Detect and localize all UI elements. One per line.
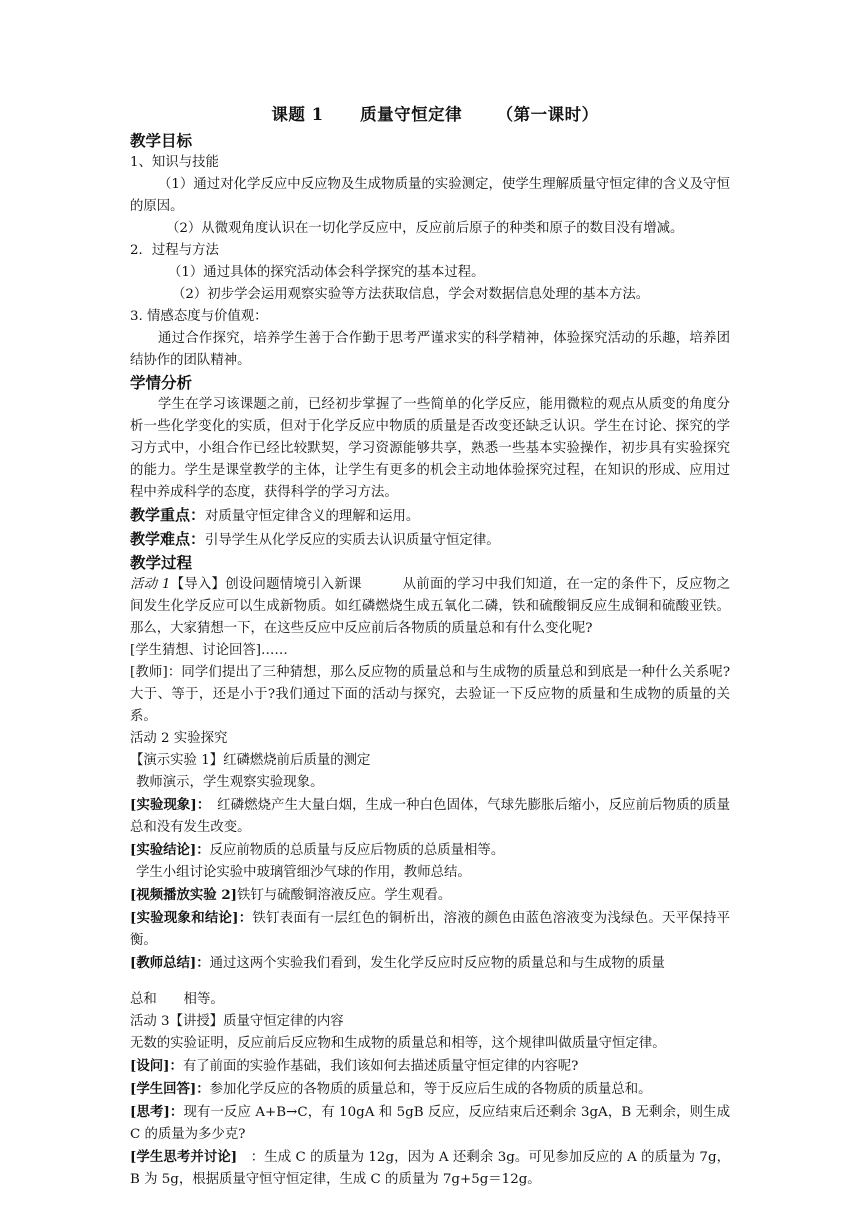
analysis-text: 学生在学习该课题之前，已经初步掌握了一些简单的化学反应，能用微粒的观点从质变的角度分析一些化学变化的实质，但对于化学反应中物质的质量是否改变还缺乏认识。学生在讨论、探究的学习方式中，小组合作已经比较默契，学习资源能够共享，熟悉一些基本实验操作，初步具有实验探究的能力。学生是课堂教学的主体，让学生有更多的机会主动地体验探究过程，在知识的形成、应用过程中养成科学的态度，获得科学的学习方法。 bbox=[130, 397, 730, 500]
key-point bbox=[130, 504, 730, 528]
analysis-heading: 学情分析 bbox=[130, 373, 193, 392]
student-guess: [学生猜想、讨论回答]…… bbox=[130, 643, 288, 658]
title-period: （第一课时） bbox=[496, 105, 599, 124]
goals-k2a: （1）通过具体的探究活动体会科学探究的基本过程。 bbox=[168, 265, 485, 280]
think-text: 现有一反应 A+B→C，有 10gA 和 5gB 反应，反应结束后还剩余 3gA，B 无剩余，则生成 C 的质量为多少克? bbox=[130, 1105, 731, 1142]
conclusion bbox=[130, 839, 730, 862]
teacher-remark: [教师]：同学们提出了三种猜想，那么反应物的质量总和与生成物的质量总和到底是一种什么关系呢?大于、等于，还是小于?我们通过下面的活动与探究，去验证一下反应物的质量和生成物的质量的关系。 bbox=[130, 665, 730, 724]
video-experiment bbox=[130, 884, 730, 907]
key-label: 教学重点： bbox=[130, 506, 206, 524]
title-name: 质量守恒定律 bbox=[360, 105, 463, 124]
conclusion-label: [实验结论]： bbox=[130, 842, 210, 858]
activity-1 bbox=[130, 574, 730, 640]
activity-1-text: 【导入】创设问题情境引入新课 从前面的学习中我们知道，在一定的条件下，反应物之间发生化学反应可以生成新物质。如红磷燃烧生成五氧化二磷，铁和硫酸铜反应生成铜和硫酸亚铁。那么，大家猜想一下，在这些反应中反应前后各物质的质量总和有什么变化呢? bbox=[130, 577, 730, 636]
goals-k1: 1、知识与技能 bbox=[130, 155, 219, 170]
phenomenon bbox=[130, 794, 730, 839]
phenomenon-text: 红磷燃烧产生大量白烟，生成一种白色固体，气球先膨胀后缩小，反应前后物质的质量总和没有发生改变。 bbox=[130, 798, 730, 835]
activity-1-label: 活动 1 bbox=[130, 577, 171, 592]
teacher-summary bbox=[130, 952, 730, 975]
video-text: 铁钉与硫酸铜溶液反应。学生观看。 bbox=[237, 888, 452, 903]
page-title bbox=[140, 100, 730, 130]
phenomenon-conclusion bbox=[130, 907, 730, 952]
summary-tail: 总和 相等。 bbox=[130, 992, 224, 1007]
goals-k1b: （2）从微观角度认识在一切化学反应中，反应前后原子的种类和原子的数目没有增减。 bbox=[166, 221, 684, 236]
video-label: [视频播放实验 2] bbox=[130, 887, 237, 903]
question bbox=[130, 1055, 730, 1078]
question-text: 有了前面的实验作基础，我们该如何去描述质量守恒定律的内容呢? bbox=[182, 1059, 579, 1074]
think bbox=[130, 1101, 730, 1146]
question-label: [设问]： bbox=[130, 1058, 183, 1074]
goals-k2b: （2）初步学会运用观察实验等方法获取信息，学会对数据信息处理的基本方法。 bbox=[172, 287, 650, 302]
goals-heading: 教学目标 bbox=[130, 131, 193, 150]
goals-k1a: （1）通过对化学反应中反应物及生成物质量的实验测定，使学生理解质量守恒定律的含义及守恒的原因。 bbox=[130, 177, 730, 214]
discussion-label: [学生思考并讨论] bbox=[130, 1149, 238, 1165]
student-discussion bbox=[130, 1146, 730, 1191]
activity-3: 活动 3【讲授】质量守恒定律的内容 bbox=[130, 1014, 344, 1029]
answer-label: [学生回答]： bbox=[130, 1081, 210, 1097]
pc-text: 铁钉表面有一层红色的铜析出，溶液的颜色由蓝色溶液变为浅绿色。天平保持平衡。 bbox=[130, 911, 731, 948]
phenomenon-label: [实验现象]： bbox=[130, 797, 204, 813]
title-lesson: 课题 1 bbox=[271, 105, 324, 124]
summary-label: [教师总结]： bbox=[130, 955, 210, 971]
answer-text: 参加化学反应的各物质的质量总和，等于反应后生成的各物质的质量总和。 bbox=[209, 1082, 652, 1097]
demo-1: 【演示实验 1】红磷燃烧前后质量的测定 bbox=[130, 753, 371, 768]
goals-k3a: 通过合作探究，培养学生善于合作勤于思考严谨求实的科学精神，体验探究活动的乐趣，培养团结协作的团队精神。 bbox=[130, 331, 730, 368]
difficulty-text: 引导学生从化学反应的实质去认识质量守恒定律。 bbox=[205, 533, 500, 548]
process-heading: 教学过程 bbox=[130, 553, 193, 572]
group-discussion: 学生小组讨论实验中玻璃管细沙气球的作用，教师总结。 bbox=[136, 865, 471, 880]
discussion-text: ：生成 C 的质量为 12g，因为 A 还剩余 3g。可见参加反应的 A 的质量为 7g，B 为 5g，根据质量守恒守恒定律，生成 C 的质量为 7g+5g＝12g。 bbox=[130, 1150, 731, 1187]
think-label: [思考]： bbox=[130, 1104, 184, 1120]
goals-k3: 3. 情感态度与价值观： bbox=[130, 309, 268, 324]
law-statement: 无数的实验证明，反应前后反应物和生成物的质量总和相等，这个规律叫做质量守恒定律。 bbox=[130, 1036, 666, 1051]
activity-2: 活动 2 实验探究 bbox=[130, 731, 228, 746]
key-text: 对质量守恒定律含义的理解和运用。 bbox=[205, 509, 420, 524]
demo-1-note: 教师演示，学生观察实验现象。 bbox=[136, 775, 324, 790]
difficulty-point bbox=[130, 528, 730, 552]
summary-text: 通过这两个实验我们看到，发生化学反应时反应物的质量总和与生成物的质量 bbox=[209, 956, 665, 971]
goals-k2: 2．过程与方法 bbox=[130, 243, 219, 258]
pc-label: [实验现象和结论]： bbox=[130, 910, 253, 926]
document-page bbox=[130, 100, 730, 1191]
difficulty-label: 教学难点： bbox=[130, 530, 206, 548]
conclusion-text: 反应前物质的总质量与反应后物质的总质量相等。 bbox=[209, 843, 505, 858]
student-answer bbox=[130, 1078, 730, 1101]
